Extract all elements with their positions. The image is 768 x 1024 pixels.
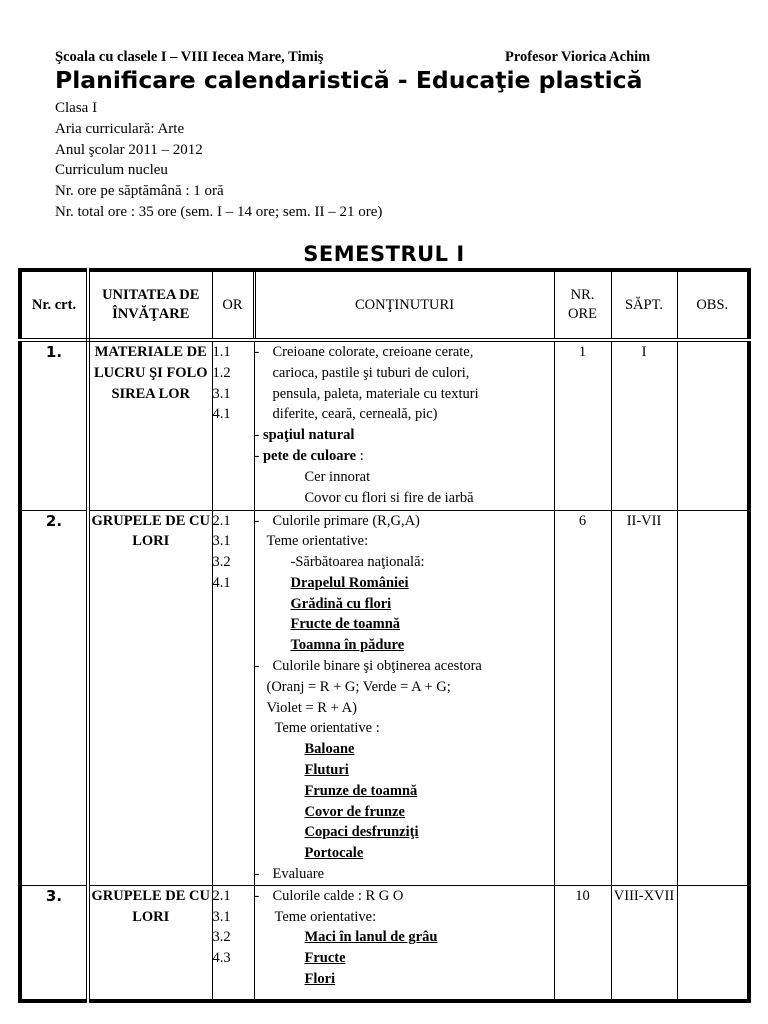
week-value: II-VII — [611, 510, 677, 885]
competency-code: 1.2 — [212, 364, 231, 381]
content-line: Flori — [304, 971, 336, 988]
content-line: Grădină cu flori — [290, 595, 392, 612]
content-line: Teme orientative : — [274, 720, 380, 737]
content-line: -Sărbătoarea naţională: — [290, 554, 425, 571]
content-line: Creioane colorate, creioane cerate, — [272, 344, 474, 360]
content-line: Maci în lanul de grâu — [304, 929, 438, 946]
teacher-name: Profesor Viorica Achim — [505, 49, 651, 65]
document-info — [55, 98, 382, 223]
week-value: I — [611, 340, 677, 510]
competency-code: 2.1 — [212, 512, 231, 529]
header-unit: UNITATEA DE ÎNVĂŢARE — [88, 270, 212, 340]
unit-name: GRUPELE DE CULORI — [88, 885, 212, 1001]
competency-code: 4.1 — [212, 574, 231, 591]
content-line: Copaci desfrunziţi — [304, 824, 419, 841]
content-line: Cer innorat — [304, 468, 371, 485]
content-line: Evaluare — [272, 866, 325, 883]
content-cell: - Creioane colorate, creioane cerate, carioca, pastile şi tuburi de culori, pensula, paleta, materiale cu texturi diferite, ceară, cerneală, pic) - spaţiul natural - pete de culoare : Cer innorat Covor cu flori si fire de iarbă — [254, 340, 554, 510]
content-line: Covor cu flori si fire de iarbă — [304, 489, 474, 506]
document-title: Planificare calendaristică - Educaţie plastică — [55, 66, 643, 94]
row-number: 3. — [20, 885, 88, 1001]
content-line: Culorile calde : R G O — [272, 887, 404, 904]
content-cell: - Culorile calde : R G O Teme orientative: Maci în lanul de grâu Fructe Flori — [254, 885, 554, 1001]
obs-value — [677, 340, 749, 510]
header-nr: Nr. crt. — [20, 270, 88, 340]
competency-codes — [212, 510, 254, 885]
table-header-row — [20, 270, 749, 340]
content-line: pensula, paleta, materiale cu texturi — [272, 385, 479, 402]
content-line: carioca, pastile şi tuburi de culori, — [272, 364, 470, 381]
unit-name: GRUPELE DE CULORI — [88, 510, 212, 885]
content-line: Violet = R + A) — [266, 699, 357, 716]
content-line: Teme orientative: — [274, 908, 377, 925]
table-row — [20, 510, 749, 885]
content-line: Drapelul României — [290, 574, 409, 591]
table-row — [20, 885, 749, 1001]
row-number: 1. — [20, 340, 88, 510]
content-line: (Oranj = R + G; Verde = A + G; — [266, 678, 451, 695]
competency-codes — [212, 885, 254, 1001]
competency-code: 2.1 — [212, 887, 231, 904]
content-line: Frunze de toamnă — [304, 782, 418, 799]
planning-table — [18, 268, 751, 1003]
content-line: spaţiul natural — [262, 427, 355, 444]
competency-code: 4.1 — [212, 406, 231, 423]
hours-value: 1 — [554, 340, 611, 510]
competency-code: 3.1 — [212, 385, 231, 402]
competency-code: 3.2 — [212, 929, 231, 946]
competency-code: 4.3 — [212, 950, 231, 967]
competency-code: 3.1 — [212, 533, 231, 550]
table-row — [20, 340, 749, 510]
info-total-hours: Nr. total ore : 35 ore (sem. I – 14 ore; sem. II – 21 ore) — [55, 203, 383, 220]
content-cell: - Culorile primare (R,G,A) Teme orientative: -Sărbătoarea naţională: Drapelul României Grădină cu flori Fructe de toamnă Toamna în pădure - Culorile binare şi obţinerea acestora (Oranj = R + G; Verde = A + G; Violet = R + A) Teme orientative : Baloane Fluturi Frunze de toamnă Covor de frunze Copaci desfrunziţi Portocale - Evaluare — [254, 510, 554, 885]
obs-value — [677, 510, 749, 885]
info-hours-per-week: Nr. ore pe săptămână : 1 oră — [55, 183, 224, 200]
content-line: Culorile primare (R,G,A) — [272, 512, 420, 529]
school-name: Şcoala cu clasele I – VIII Iecea Mare, Timiş — [55, 49, 324, 65]
unit-name: MATERIALE DE LUCRU ŞI FOLOSIREA LOR — [88, 340, 212, 510]
row-number: 2. — [20, 510, 88, 885]
competency-code: 1.1 — [212, 344, 231, 360]
info-curricular-area: Aria curriculară: Arte — [55, 120, 185, 137]
content-line: pete de culoare — [262, 447, 357, 464]
semester-title: SEMESTRUL I — [303, 242, 465, 266]
header-obs: OBS. — [677, 270, 749, 340]
competency-code: 3.2 — [212, 554, 231, 571]
header-or: OR — [212, 270, 254, 340]
header-hours: NR. ORE — [554, 270, 611, 340]
content-line: Fructe de toamnă — [290, 616, 401, 633]
document-header — [55, 48, 695, 66]
week-value: VIII-XVII — [611, 885, 677, 1001]
content-line: Fructe — [304, 950, 346, 967]
content-line: Fluturi — [304, 762, 349, 779]
hours-value: 6 — [554, 510, 611, 885]
info-school-year: Anul şcolar 2011 – 2012 — [55, 141, 203, 158]
competency-codes — [212, 340, 254, 510]
content-line: diferite, ceară, cerneală, pic) — [272, 406, 438, 423]
content-line: Teme orientative: — [266, 533, 369, 550]
header-content: CONŢINUTURI — [254, 270, 554, 340]
competency-code: 3.1 — [212, 908, 231, 925]
content-line: Portocale — [304, 845, 364, 862]
info-curriculum: Curriculum nucleu — [55, 162, 168, 179]
content-line: Covor de frunze — [304, 803, 405, 820]
info-class: Clasa I — [55, 100, 98, 116]
content-line: Toamna în pădure — [290, 637, 405, 654]
content-line: Culorile binare şi obţinerea acestora — [272, 658, 482, 675]
content-line: Baloane — [304, 741, 355, 758]
obs-value — [677, 885, 749, 1001]
header-week: SĂPT. — [611, 270, 677, 340]
hours-value: 10 — [554, 885, 611, 1001]
